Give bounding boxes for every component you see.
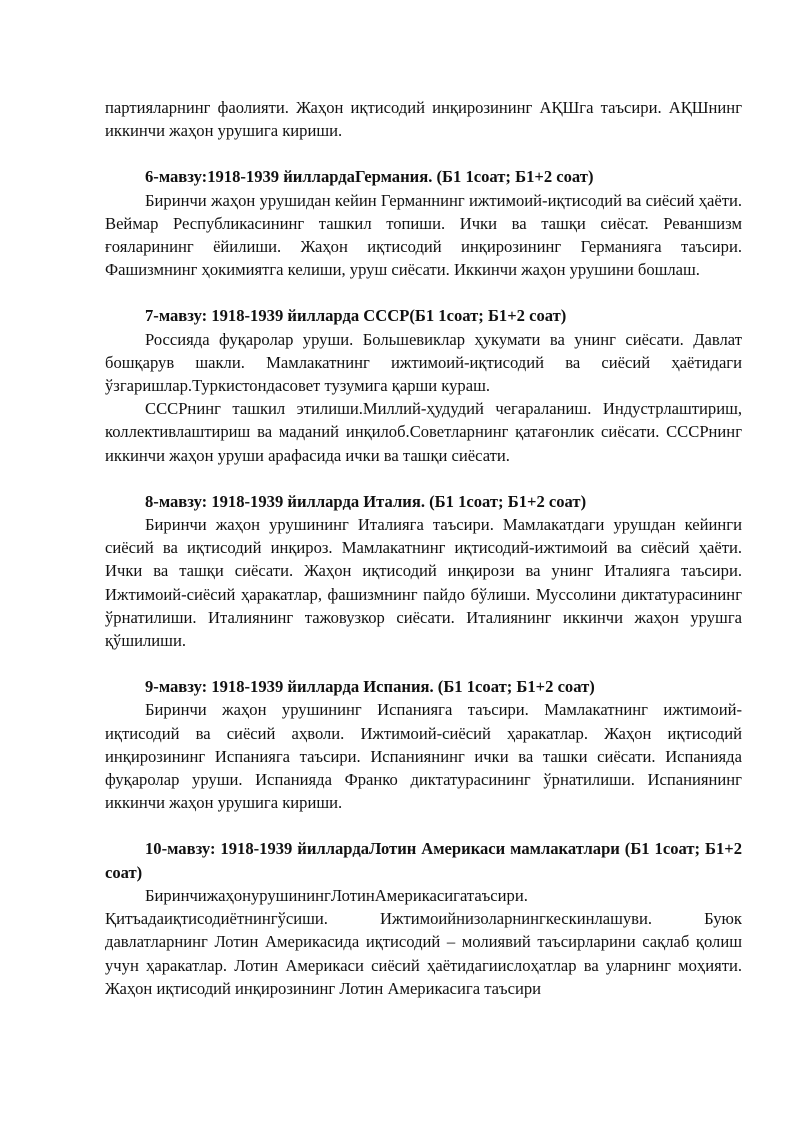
- section-topic-7: [105, 304, 742, 466]
- section-topic-8: [105, 490, 742, 652]
- section-heading: 6-мавзу:1918-1939 йиллардаГермания. (Б1 1соат; Б1+2 соат): [145, 167, 594, 187]
- section-paragraph: Биринчи жаҳон урушидан кейин Германнинг ижтимоий-иқтисодий ва сиёсий ҳаёти. Веймар Республикасининг ташкил топиши. Ички ва ташқи сиёсат. Реваншизм ғояларининг ёйилиши. Жаҳон иқтисодий инқирозининг Германияга таъсири. Фашизмнинг ҳокимиятга келиши, уруш сиёсати. Иккинчи жаҳон урушини бошлаш.: [105, 190, 742, 280]
- intro-paragraph: партияларнинг фаолияти. Жаҳон иқтисодий инқирозининг АҚШга таъсири. АҚШнинг иккинчи жаҳон урушига кириши.: [105, 98, 742, 141]
- section-heading: 8-мавзу: 1918-1939 йилларда Италия. (Б1 1соат; Б1+2 соат): [145, 491, 587, 511]
- section-paragraph: БиринчижаҳонурушинингЛотинАмерикасигатаъсири. Қитъадаиқтисодиётнингўсиши. Ижтимоийнизоларнингкескинлашуви. Буюк давлатларнинг Лотин Америкасида иқтисодий – молиявий таъсирларини сақлаб қолиш учун ҳаракатлар. Лотин Америкаси сиёсий ҳаётидагиислоҳатлар ва уларнинг моҳияти. Жаҳон иқтисодий инқирозининг Лотин Америкасига таъсири: [105, 885, 742, 998]
- section-topic-6: [105, 165, 742, 281]
- section-topic-10: [105, 837, 742, 999]
- section-heading: 9-мавзу: 1918-1939 йилларда Испания. (Б1 1соат; Б1+2 соат): [145, 677, 595, 697]
- section-paragraph: Россияда фуқаролар уруши. Большевиклар ҳукумати ва унинг сиёсати. Давлат бошқарув шакли. Мамлакатнинг ижтимоий-иқтисодий ва сиёсий ҳаётидаги ўзгаришлар.Туркистондасовет тузумига қарши кураш.: [105, 329, 742, 396]
- section-paragraph: Биринчи жаҳон урушининг Италияга таъсири. Мамлакатдаги урушдан кейинги сиёсий ва иқтисодий инқироз. Мамлакатнинг иқтисодий-ижтимоий ва сиёсий ҳаёти. Ички ва ташқи сиёсати. Жаҳон иқтисодий инқирози ва унинг Италияга таъсири. Ижтимоий-сиёсий ҳаракатлар, фашизмнинг пайдо бўлиши. Муссолини диктатурасининг ўрнатилиши. Италиянинг тажовузкор сиёсати. Италиянинг иккинчи жаҳон урушга қўшилиши.: [105, 515, 742, 651]
- section-topic-9: [105, 675, 742, 814]
- section-heading: 7-мавзу: 1918-1939 йилларда СССР(Б1 1соат; Б1+2 соат): [145, 306, 567, 326]
- section-paragraph: Биринчи жаҳон урушининг Испанияга таъсири. Мамлакатнинг ижтимоий-иқтисодий ва сиёсий аҳволи. Ижтимоий-сиёсий ҳаракатлар. Жаҳон иқтисодий инқирозининг Испанияга таъсири. Испаниянинг ички ва ташки сиёсати. Испанияда фуқаролар уруши. Испанияда Франко диктатурасининг ўрнатилиши. Испаниянинг иккинчи жаҳон урушига кириши.: [105, 700, 742, 813]
- section-heading: 10-мавзу: 1918-1939 йиллардаЛотин Америкаси мамлакатлари (Б1 1соат; Б1+2 соат): [105, 839, 742, 882]
- section-paragraph: СССРнинг ташкил этилиши.Миллий-ҳудудий чегараланиш. Индустрлаштириш, коллективлаштириш ва маданий инқилоб.Советларнинг қатағонлик сиёсати. СССРнинг иккинчи жаҳон уруши арафасида ички ва ташқи сиёсати.: [105, 399, 742, 465]
- document-page: [105, 96, 742, 1000]
